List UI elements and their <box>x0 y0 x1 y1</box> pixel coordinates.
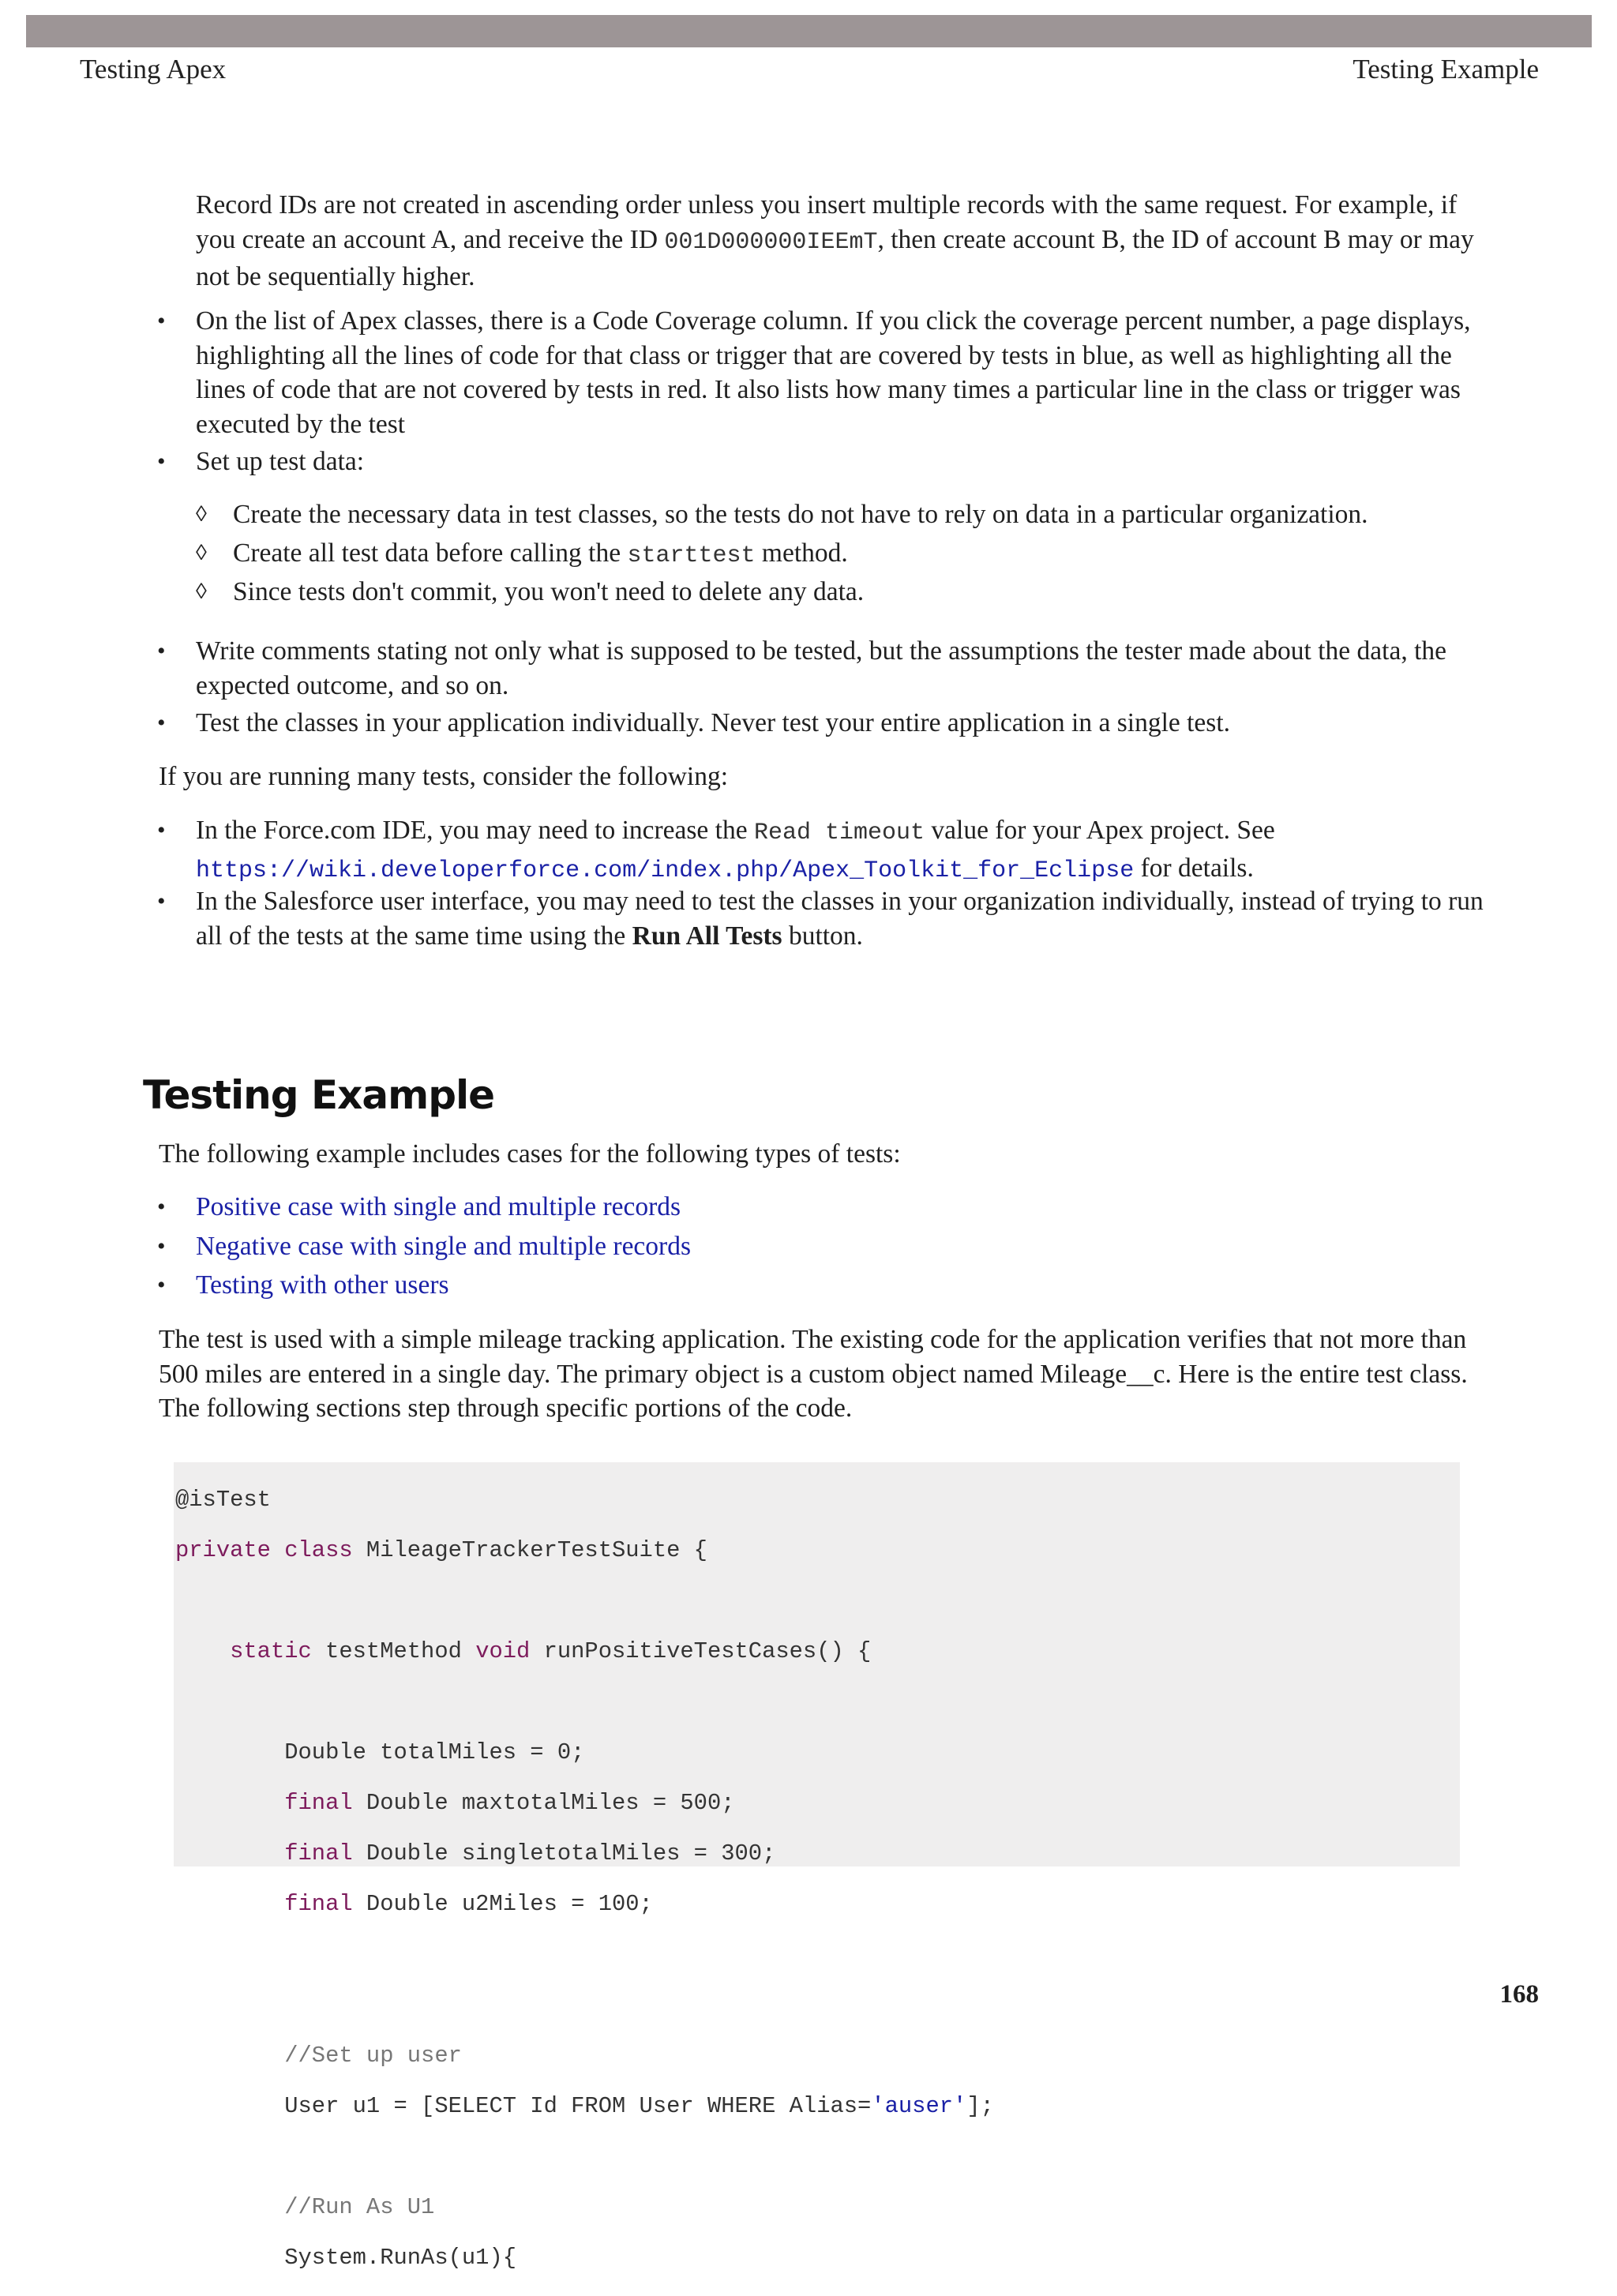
code-line: final Double u2Miles = 100; <box>284 1891 653 1917</box>
bullet-item-write-comments: Write comments stating not only what is supposed to be tested, but the assumptions the tester made about the data, the expected outcome, and so on. <box>196 636 1447 700</box>
sub-bullet-item: Create the necessary data in test classes, so the tests do not have to rely on data in a particular organization. <box>233 500 1368 529</box>
bullet-dot: • <box>157 638 166 664</box>
bullet-dot: • <box>157 1194 166 1220</box>
code-listing <box>175 1462 994 2296</box>
code-line <box>175 2144 994 2170</box>
sub-bullet-item: Since tests don't commit, you won't need to delete any data. <box>233 577 865 606</box>
record-id-code: 001D000000IEEmT <box>664 228 878 256</box>
code-line: private class MileageTrackerTestSuite { <box>175 1537 707 1563</box>
code-line: final Double maxtotalMiles = 500; <box>284 1790 735 1816</box>
running-header-left: Testing Apex <box>80 54 227 84</box>
diamond-bullet-icon: ◊ <box>196 580 207 604</box>
running-header-right: Testing Example <box>1353 54 1539 84</box>
paragraph-line: Record IDs are not created in ascending order unless you insert multiple records with the same request. For example, if <box>196 190 1458 219</box>
bullet-item-run-all-tests: In the Salesforce user interface, you may need to test the classes in your organization individually, instead of trying to run all of the tests at the same time using the Run All Tests button. <box>196 887 1484 951</box>
bullet-dot: • <box>157 888 166 914</box>
many-tests-intro: If you are running many tests, consider the following: <box>159 762 729 791</box>
bullet-dot: • <box>157 308 166 334</box>
section-intro: The following example includes cases for the following types of tests: <box>159 1139 901 1169</box>
paragraph-line: you create an account A, and receive the ID 001D000000IEEmT, then create account B, the ID of account B may or may <box>196 224 1474 256</box>
bullet-dot: • <box>157 1272 166 1298</box>
code-line: @isTest <box>175 1487 271 1513</box>
bullet-dot: • <box>157 1233 166 1259</box>
code-line: User u1 = [SELECT Id FROM User WHERE Alias='auser']; <box>284 2093 994 2119</box>
code-line: //Set up user <box>284 2043 462 2069</box>
section-heading: Testing Example <box>143 1072 495 1118</box>
toolkit-link[interactable]: https://wiki.developerforce.com/index.php/Apex_Toolkit_for_Eclipse <box>196 857 1135 884</box>
bullet-item-set-up-test-data: Set up test data: <box>196 447 365 476</box>
code-line: System.RunAs(u1){ <box>284 2245 517 2271</box>
sub-bullet-item: Create all test data before calling the starttest method. <box>233 538 848 569</box>
bullet-item-code-coverage: On the list of Apex classes, there is a Code Coverage column. If you click the coverage percent number, a page displays, highlighting all the lines of code for that class or trigger that are covered by tests in blue, as well as highlighting all the lines of code that are not covered by tests in red. It also lists how many times a particular line in the class or trigger was executed by the test <box>196 306 1471 439</box>
starttest-code: starttest <box>627 542 756 569</box>
link-other-users[interactable]: Testing with other users <box>196 1270 449 1300</box>
link-negative-case[interactable]: Negative case with single and multiple records <box>196 1232 691 1261</box>
code-line: final Double singletotalMiles = 300; <box>284 1840 776 1866</box>
bullet-item-test-individually: Test the classes in your application individually. Never test your entire application in a single test. <box>196 708 1231 737</box>
code-line <box>175 1942 994 1968</box>
code-line <box>175 1690 994 1715</box>
diamond-bullet-icon: ◊ <box>196 541 207 565</box>
intro-paragraph <box>196 188 1474 295</box>
bullet-item-read-timeout: In the Force.com IDE, you may need to increase the Read timeout value for your Apex project. See https://wiki.developerforce.com/index.php/Apex_Toolkit_for_Eclipse for details. <box>196 816 1275 884</box>
run-all-tests-label: Run All Tests <box>632 921 782 951</box>
header-bar <box>26 15 1592 47</box>
diamond-bullet-icon: ◊ <box>196 502 207 527</box>
paragraph-line: not be sequentially higher. <box>196 262 475 291</box>
code-line: static testMethod void runPositiveTestCases() { <box>230 1638 872 1664</box>
section-paragraph: The test is used with a simple mileage tracking application. The existing code for the application verifies that not more than 500 miles are entered in a single day. The primary object is a custom object named Mileage__c. Here is the entire test class. The following sections step through specific portions of the code. <box>159 1325 1468 1423</box>
bullet-dot: • <box>157 448 166 475</box>
page-number: 168 <box>1499 1980 1539 2009</box>
bullet-dot: • <box>157 710 166 736</box>
code-line <box>175 1589 994 1614</box>
link-positive-case[interactable]: Positive case with single and multiple records <box>196 1192 681 1221</box>
code-line: Double totalMiles = 0; <box>284 1739 585 1765</box>
bullet-dot: • <box>157 817 166 843</box>
read-timeout-code: Read timeout <box>753 820 925 846</box>
code-line <box>175 1993 994 2018</box>
code-line: //Run As U1 <box>284 2194 435 2220</box>
